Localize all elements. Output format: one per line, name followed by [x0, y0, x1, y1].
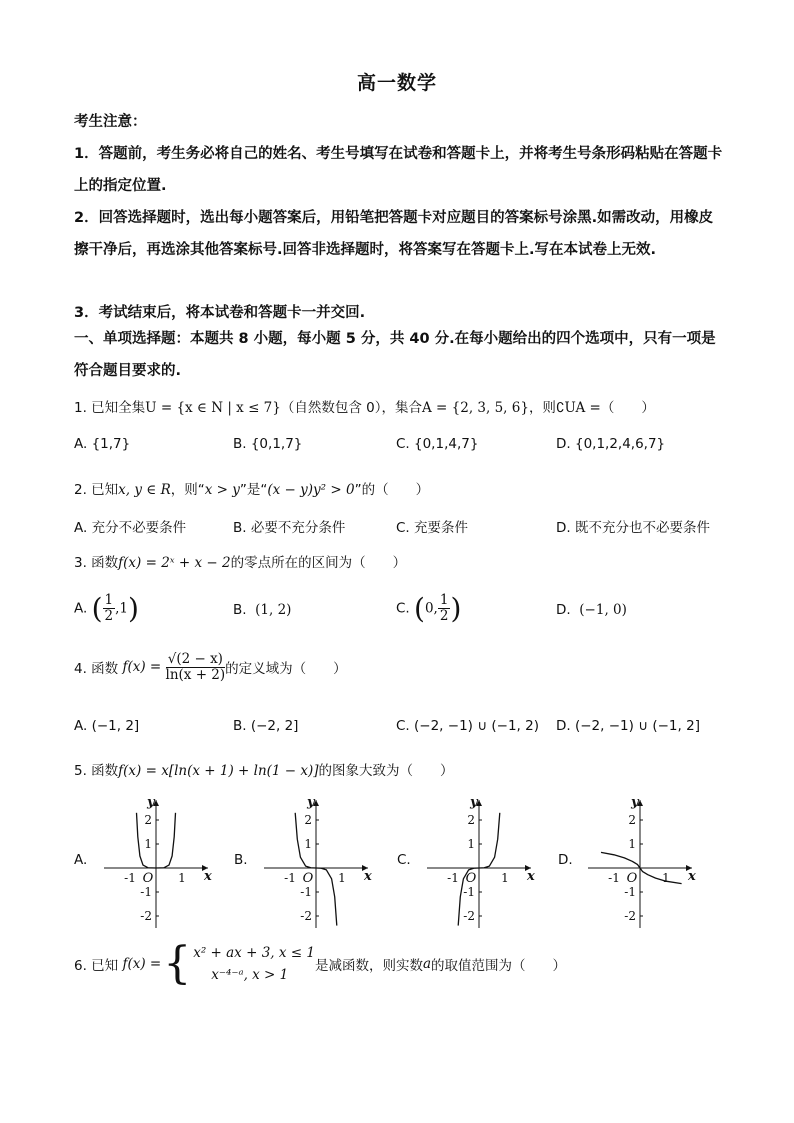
- q5-option-b-label: B.: [234, 852, 248, 868]
- origin-label: O: [142, 871, 154, 886]
- q1-complement: ∁UA =: [555, 400, 601, 416]
- q5-option-c-label: C.: [397, 852, 411, 868]
- question-6: [74, 938, 567, 989]
- q4-prefix: 4. 函数: [74, 661, 119, 678]
- y-tick-label: 2: [628, 813, 636, 827]
- notice-item-3: 3．考试结束后，将本试卷和答题卡一并交回.: [74, 305, 366, 321]
- x-axis-label: x: [204, 869, 212, 884]
- x-tick-label: -1: [124, 871, 136, 885]
- q2-mid1: ，则“: [170, 482, 205, 498]
- y-tick-label: -1: [140, 885, 152, 899]
- q4-denominator: ln(x + 2): [165, 666, 226, 683]
- q5-prefix: 5. 函数: [74, 763, 119, 779]
- q4-numerator: √(2 − x): [167, 651, 223, 667]
- question-3: [74, 551, 406, 571]
- x-tick-label: 1: [501, 871, 509, 885]
- q2-cond2: (x − y)y² > 0: [267, 482, 355, 498]
- q1-option-b: B. {0,1,7}: [233, 436, 303, 452]
- q6-case-1: x² + ax + 3, x ≤ 1: [193, 945, 315, 961]
- q1-option-c: C. {0,1,4,7}: [396, 436, 479, 452]
- q5-graph-c: [407, 790, 547, 930]
- x-tick-label: 1: [178, 871, 186, 885]
- x-tick-label: -1: [447, 871, 459, 885]
- q2-option-a: A. 充分不必要条件: [74, 520, 187, 536]
- q5-graph-b: [244, 790, 384, 930]
- origin-label: O: [626, 871, 638, 886]
- q5-graphs: [0, 790, 794, 930]
- q2-cond1: x > y: [204, 482, 240, 498]
- origin-label: O: [302, 871, 314, 886]
- x-axis-label: x: [688, 869, 696, 884]
- q6-cases: [193, 942, 315, 986]
- q4-suffix: 的定义域为（ ）: [225, 661, 347, 678]
- y-tick-label: 1: [467, 837, 475, 851]
- q1-set-a: A = {2, 3, 5, 6}: [422, 400, 529, 416]
- q5-graph-a: [84, 790, 224, 930]
- y-tick-label: 2: [144, 813, 152, 827]
- y-axis-label: y: [470, 795, 478, 810]
- y-tick-label: -1: [463, 885, 475, 899]
- section-heading: 一、单项选择题：本题共 8 小题，每小题 5 分，共 40 分.在每小题给出的四个选项中，只有一项是符合题目要求的.: [74, 331, 716, 379]
- question-5: [74, 759, 454, 779]
- q3-suffix: 的零点所在的区间为（ ）: [230, 555, 407, 571]
- q4-option-c: C. (−2, −1) ∪ (−1, 2): [396, 718, 539, 734]
- q2-option-b: B. 必要不充分条件: [233, 520, 346, 536]
- q3-option-a: A. ( $\frac{1}{2}$ ,1): [74, 592, 139, 625]
- y-tick-label: 2: [304, 813, 312, 827]
- q2-option-d: D. 既不充分也不必要条件: [556, 520, 710, 536]
- y-tick-label: -1: [624, 885, 636, 899]
- q6-suffix: 是减函数，则实数: [314, 958, 423, 974]
- y-tick-label: -2: [624, 909, 636, 923]
- x-axis-label: x: [527, 869, 535, 884]
- q6-case-2: x⁻⁴⁻ᵃ, x > 1: [211, 967, 289, 983]
- q2-mid2: ”是“: [239, 482, 268, 498]
- y-tick-label: -2: [463, 909, 475, 923]
- x-axis-label: x: [364, 869, 372, 884]
- x-tick-label: 1: [338, 871, 346, 885]
- q4-option-a: A. (−1, 2]: [74, 718, 140, 734]
- q5-func: f(x) = x[ln(x + 1) + ln(1 − x)]: [118, 763, 319, 779]
- q2-option-c: C. 充要条件: [396, 520, 469, 536]
- page-title: 高一数学: [356, 72, 437, 94]
- q3-option-c: C. (0, $\frac{1}{2}$ ): [396, 592, 462, 625]
- q1-suffix: ，则: [528, 400, 556, 416]
- q1-blank: （ ）: [600, 400, 655, 416]
- y-tick-label: 2: [467, 813, 475, 827]
- x-tick-label: -1: [608, 871, 620, 885]
- y-axis-label: y: [307, 795, 315, 810]
- q6-var: a: [422, 956, 432, 972]
- q5-option-a-label: A.: [74, 852, 88, 868]
- q6-brace: {: [163, 938, 192, 989]
- q1-prefix: 1. 已知全集: [74, 400, 146, 416]
- x-tick-label: -1: [284, 871, 296, 885]
- y-tick-label: 1: [628, 837, 636, 851]
- y-tick-label: -2: [140, 909, 152, 923]
- q2-suffix: ”的（ ）: [354, 482, 430, 498]
- y-tick-label: -1: [300, 885, 312, 899]
- q1-option-d: D. {0,1,2,4,6,7}: [556, 436, 666, 452]
- q4-option-b: B. (−2, 2]: [233, 718, 299, 734]
- q3-option-b: B. (1, 2): [233, 602, 292, 618]
- q4-option-d: D. (−2, −1) ∪ (−1, 2]: [556, 718, 700, 734]
- y-tick-label: -2: [300, 909, 312, 923]
- q1-set-u: U = {x ∈ N | x ≤ 7}: [145, 400, 281, 416]
- q5-option-d-label: D.: [558, 852, 573, 868]
- q1-option-a: A. {1,7}: [74, 436, 131, 452]
- question-2: [74, 478, 429, 498]
- q5-suffix: 的图象大致为（ ）: [318, 763, 454, 779]
- q4-fx: f(x) =: [122, 659, 162, 676]
- q2-vars: x, y ∈ R: [118, 482, 171, 498]
- q6-prefix: 6. 已知: [74, 958, 119, 974]
- origin-label: O: [465, 871, 477, 886]
- y-axis-label: y: [631, 795, 639, 810]
- y-axis-label: y: [147, 795, 155, 810]
- q5-graph-d: [568, 790, 708, 930]
- q2-prefix: 2. 已知: [74, 482, 119, 498]
- q6-fx: f(x) =: [122, 956, 162, 972]
- q6-suffix2: 的取值范围为（ ）: [431, 958, 567, 974]
- q3-prefix: 3. 函数: [74, 555, 119, 571]
- q3-option-d: D. (−1, 0): [556, 602, 627, 618]
- q1-note: （自然数包含 0），集合: [280, 400, 422, 416]
- notice-heading: 考生注意：: [74, 114, 147, 130]
- q3-func: f(x) = 2ˣ + x − 2: [118, 555, 231, 571]
- notice-item-1: 1．答题前，考生务必将自己的姓名、考生号填写在试卷和答题卡上，并将考生号条形码粘贴在答题卡上的指定位置.: [74, 146, 723, 194]
- x-tick-label: 1: [662, 871, 670, 885]
- question-4: [74, 652, 347, 683]
- question-1: [74, 396, 655, 416]
- notice-item-2: 2．回答选择题时，选出每小题答案后，用铅笔把答题卡对应题目的答案标号涂黑.如需改动，用橡皮擦干净后，再选涂其他答案标号.回答非选择题时，将答案写在答题卡上.写在本试卷上无效.: [74, 210, 714, 258]
- y-tick-label: 1: [144, 837, 152, 851]
- y-tick-label: 1: [304, 837, 312, 851]
